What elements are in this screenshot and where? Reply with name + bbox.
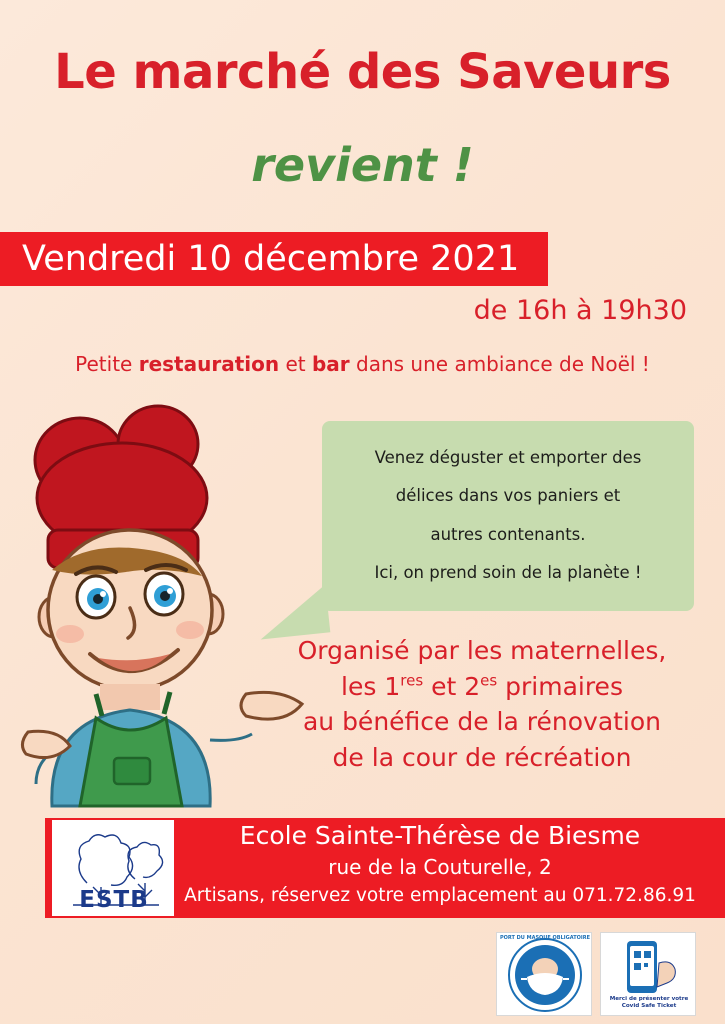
poster-title: Le marché des Saveurs — [54, 44, 671, 100]
organiser-line2-pre: les 1 — [341, 671, 401, 701]
school-phone: Artisans, réservez votre emplacement au 071.72.86.91 — [184, 884, 696, 906]
speech-bubble — [322, 421, 694, 611]
mask-mandatory-badge — [496, 932, 592, 1016]
bubble-line-4: Ici, on prend soin de la planète ! — [374, 562, 642, 582]
mask-badge-label: PORT DU MASQUE OBLIGATOIRE — [499, 935, 591, 941]
date-banner — [0, 232, 548, 286]
organiser-line-3: au bénéfice de la rénovation — [302, 707, 662, 736]
bubble-line-1: Venez déguster et emporter des — [374, 448, 642, 467]
organiser-line-4: de la cour de récréation — [332, 742, 632, 772]
organiser-line2-post: primaires — [497, 671, 623, 701]
resto-bold-bar: bar — [311, 352, 350, 376]
resto-suffix: dans une ambiance de Noël ! — [349, 352, 650, 376]
school-logo-label: ESTB — [79, 887, 149, 913]
school-info — [180, 820, 700, 909]
covid-safe-ticket-badge — [600, 932, 696, 1016]
school-name: Ecole Sainte-Thérèse de Biesme — [239, 821, 641, 850]
organiser-line2-sup2: es — [480, 671, 498, 690]
school-logo — [52, 820, 174, 916]
hours-text: de 16h à 19h30 — [473, 295, 687, 326]
covid-badge-label: Merci de présenter votre Covid Safe Ticket — [609, 995, 689, 1010]
bubble-line-3: autres contenants. — [430, 524, 586, 544]
resto-mid: et — [279, 352, 312, 376]
school-address: rue de la Couturelle, 2 — [328, 854, 552, 879]
organiser-line2-mid: et 2 — [423, 671, 481, 701]
resto-bold-restauration: restauration — [138, 352, 280, 376]
date-text: Vendredi 10 décembre 2021 — [22, 239, 520, 279]
covid-badges — [496, 932, 696, 1016]
poster-subtitle: revient ! — [251, 138, 474, 192]
resto-prefix: Petite — [75, 352, 139, 376]
restauration-line — [0, 352, 725, 376]
organiser-line-2 — [258, 669, 706, 705]
bubble-line-2: délices dans vos paniers et — [395, 486, 621, 506]
speech-bubble-tail — [256, 584, 331, 639]
organiser-line2-sup1: res — [400, 671, 424, 690]
organiser-block — [258, 633, 706, 775]
organiser-line-1: Organisé par les maternelles, — [297, 636, 667, 665]
